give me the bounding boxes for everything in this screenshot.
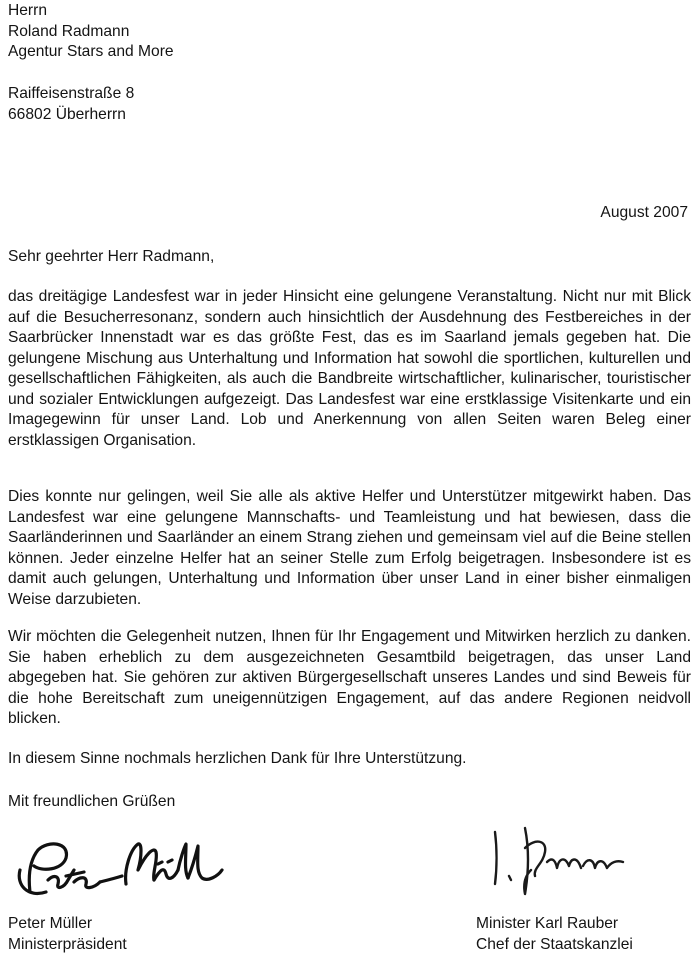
recipient-address-block [8,1,308,63]
signer-right-title: Chef der Staatskanzlei [476,935,633,953]
body-paragraph-3: Wir möchten die Gelegenheit nutzen, Ihnen für Ihr Engagement und Mitwirken herzlich zu danken. Sie haben erheblich zu dem ausgezeichneten Gesamtbild beigetragen, das unser Land abgegeben hat. Sie gehören zur aktiven Bürgergesellschaft unseres Landes und sind Beweis für die hohe Bereitschaft zum uneigennützigen Engagement, auf das andere Regionen neidvoll blicken. [8,628,691,727]
signature-right [485,818,635,898]
signature-left [8,830,228,905]
recipient-name: Roland Radmann [8,22,130,40]
letter-date: August 2007 [600,204,688,221]
recipient-salutation-line: Herrn [8,2,47,19]
signer-right-block [476,914,633,955]
signer-right-name: Minister Karl Rauber [476,915,619,932]
letter-salutation: Sehr geehrter Herr Radmann, [8,248,215,265]
signer-left-name: Peter Müller [8,915,93,932]
recipient-street: Raiffeisenstraße 8 [8,85,135,102]
body-paragraph-2: Dies konnte nur gelingen, weil Sie alle als aktive Helfer und Unterstützer mitgewirkt haben. Das Landesfest war eine gelungene Mannschafts- und Teamleistung und hat bewiesen, dass die Saarländerinnen und Saarländer an einem Strang ziehen und gemeinsam viel auf die Beine stellen können. Jeder einzelne Helfer hat an seiner Stelle zum Erfolg beigetragen. Insbesondere ist es damit auch gelungen, Unterhaltung und Information über unser Land in einer bisher einmaligen Weise darzubieten. [8,488,691,608]
recipient-city: 66802 Überherrn [8,105,126,123]
signer-left-block [8,914,127,955]
body-paragraph-4: In diesem Sinne nochmals herzlichen Dank für Ihre Unterstützung. [8,750,467,767]
letter-closing: Mit freundlichen Grüßen [8,793,176,810]
recipient-company: Agentur Stars and More [8,43,174,60]
signer-left-title: Ministerpräsident [8,935,127,953]
body-paragraph-1: das dreitägige Landesfest war in jeder Hinsicht eine gelungene Veranstaltung. Nicht nur mit Blick auf die Besucherresonanz, sondern auch hinsichtlich der Ausdehnung des Festbereiches in der Saarbrücker Innenstadt war es das größte Fest, das es im Saarland jemals gegeben hat. Die gelungene Mischung aus Unterhaltung und Information hat sowohl die sportlichen, kulturellen und gesellschaftlichen Fähigkeiten, als auch die Bandbreite wirtschaftlicher, kulinarischer, touristischer und sozialer Entwicklungen aufgezeigt. Das Landesfest war eine erstklassige Visitenkarte und ein Imagegewinn für unser Land. Lob und Anerkennung von allen Seiten waren Beleg einer erstklassigen Organisation. [8,288,691,449]
recipient-street-block [8,84,308,125]
